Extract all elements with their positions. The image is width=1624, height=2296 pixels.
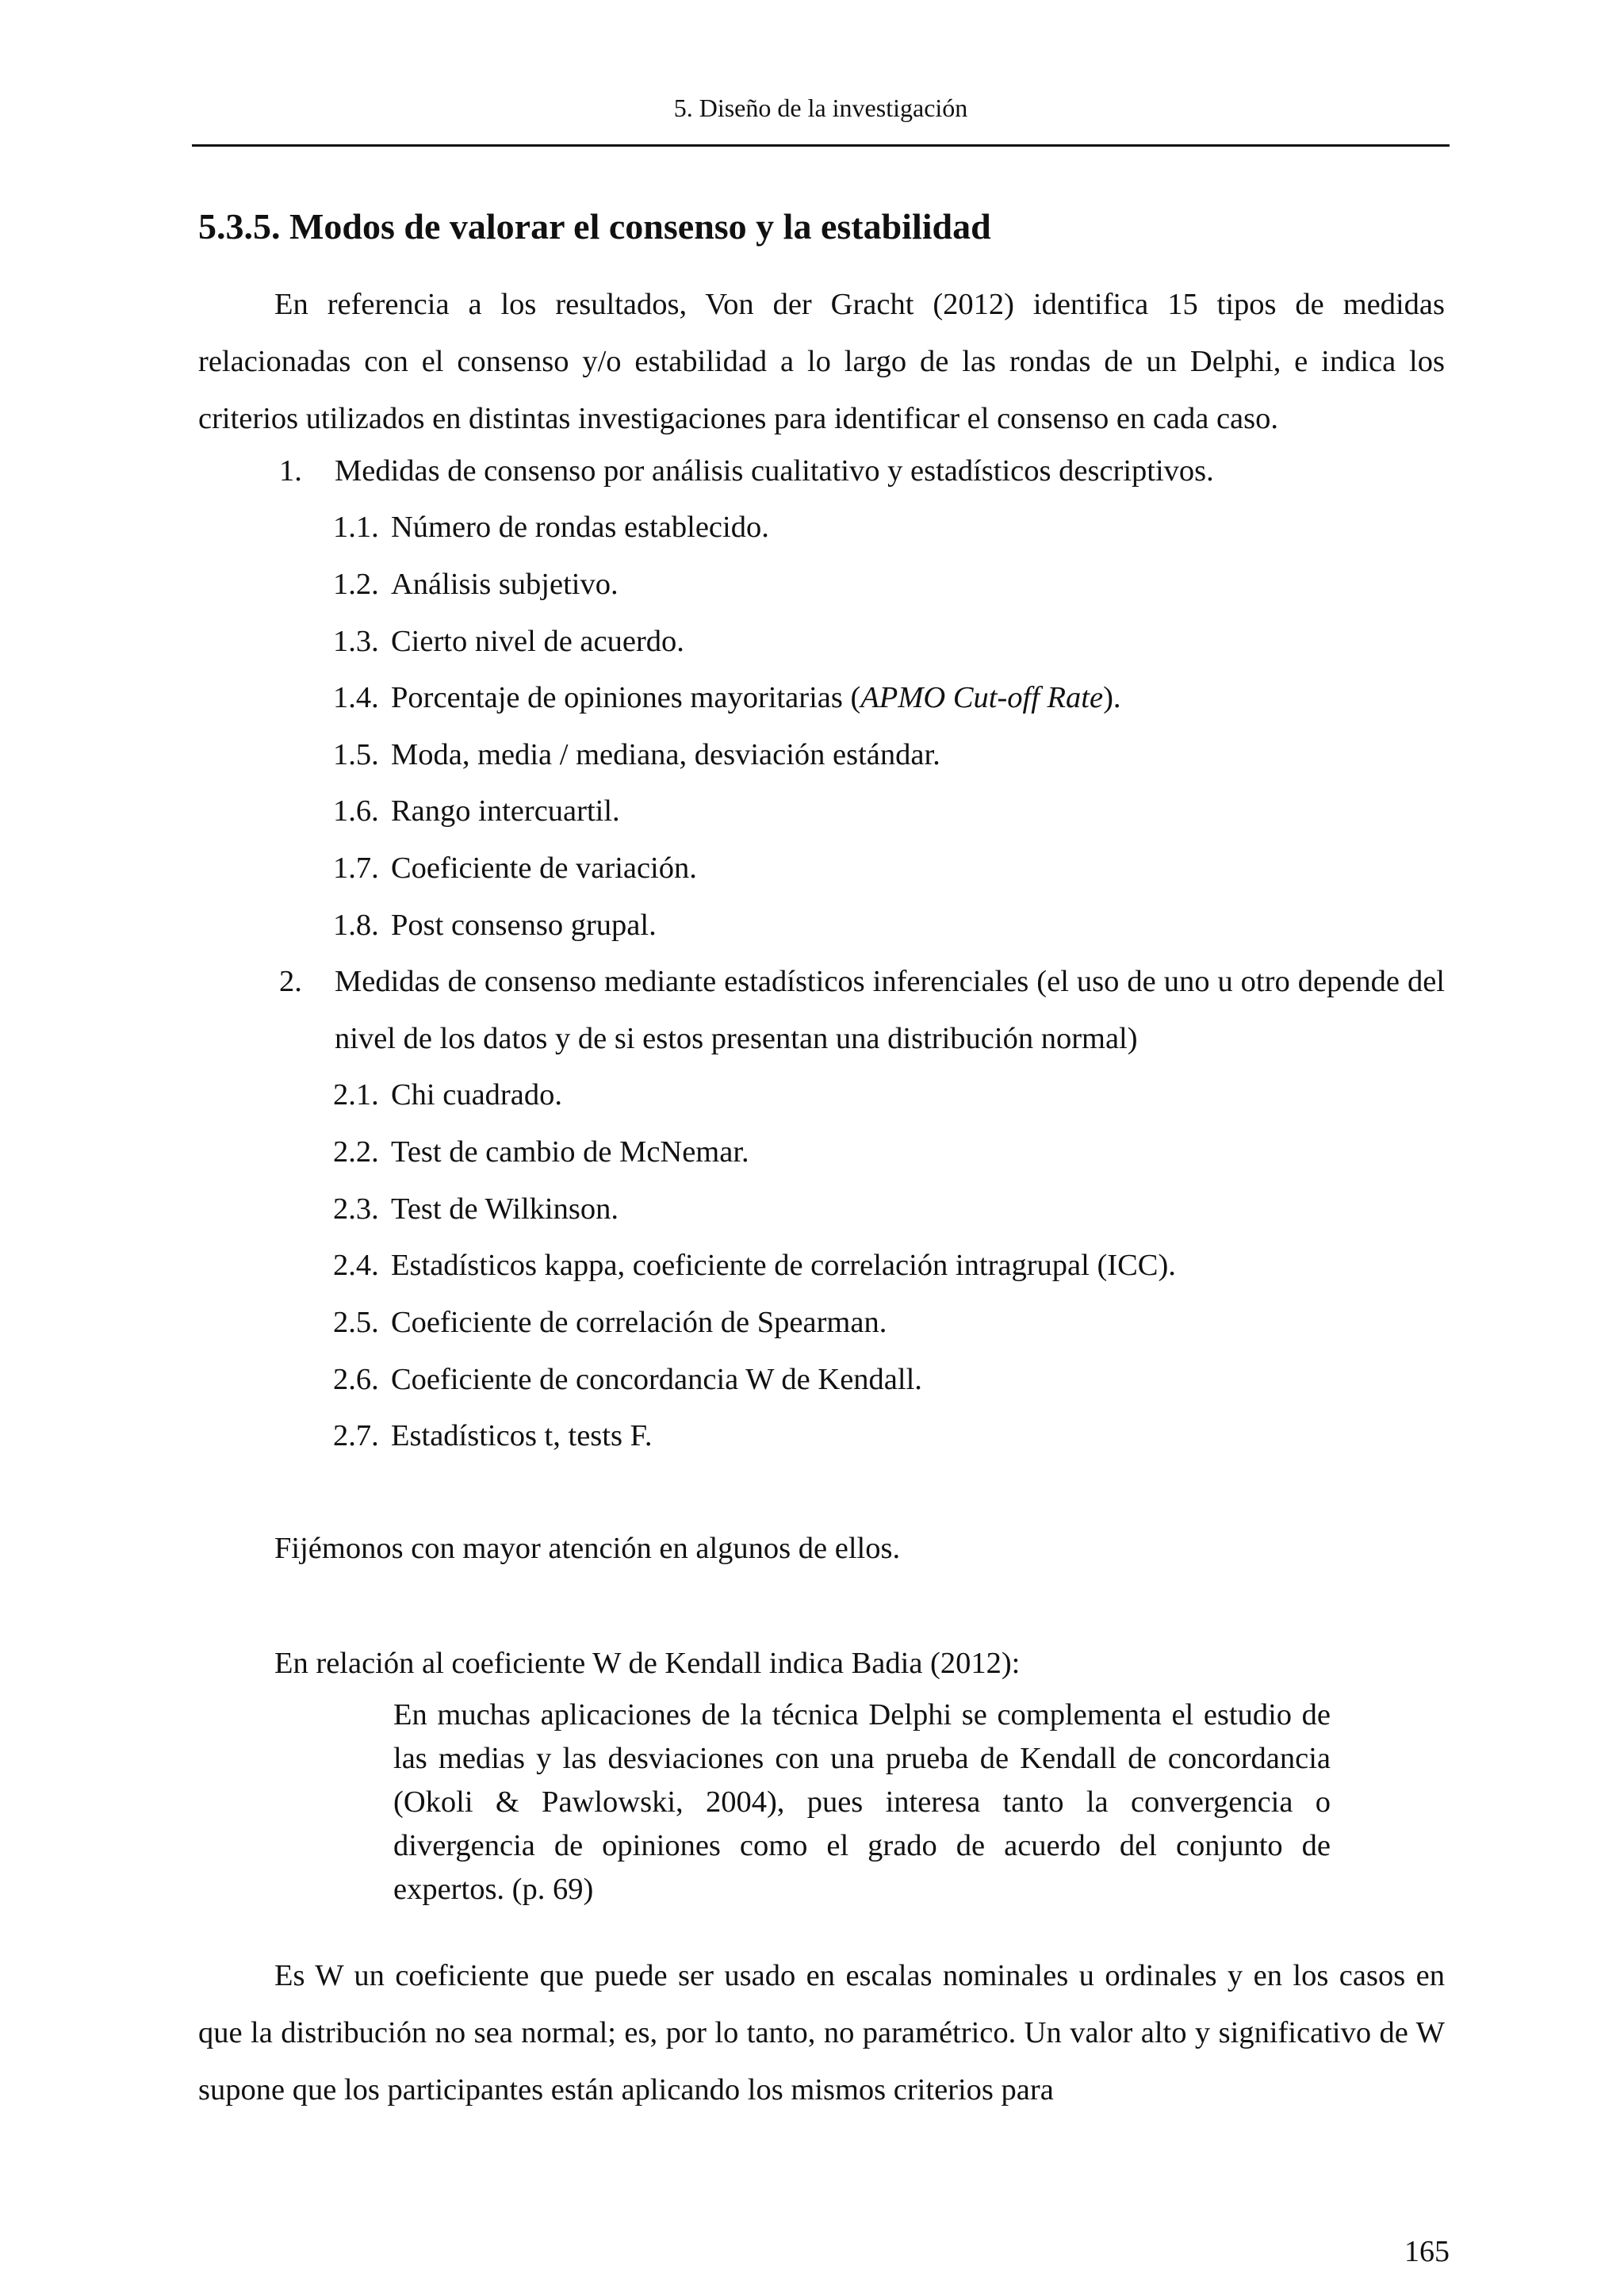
list-number: 2. <box>279 965 302 998</box>
list-number: 1.6. <box>333 794 379 828</box>
list-text: Chi cuadrado. <box>391 1078 562 1112</box>
list-text: Moda, media / mediana, desviación estándar. <box>391 738 940 771</box>
list-text: Cierto nivel de acuerdo. <box>391 625 684 658</box>
list-item-1-2 <box>333 562 619 607</box>
list-number: 1.5. <box>333 738 379 771</box>
list-number: 2.1. <box>333 1078 379 1112</box>
list-number: 1.2. <box>333 568 379 601</box>
list-number: 2.5. <box>333 1306 379 1339</box>
list-item-1-4 <box>333 675 1121 720</box>
list-item-2-4 <box>333 1243 1176 1288</box>
list-text: ). <box>1103 681 1121 714</box>
list-text: Coeficiente de correlación de Spearman. <box>391 1306 887 1339</box>
list-item-2-5 <box>333 1300 887 1345</box>
list-text: Post consenso grupal. <box>391 909 657 942</box>
list-text: Estadísticos t, tests F. <box>391 1419 653 1452</box>
list-text: Test de Wilkinson. <box>391 1192 619 1226</box>
focus-paragraph: Fijémonos con mayor atención en algunos de ellos. <box>274 1532 901 1565</box>
list-group-2-number <box>279 959 302 1004</box>
header-rule <box>192 144 1450 147</box>
list-text: Coeficiente de variación. <box>391 851 697 885</box>
closing-paragraph <box>198 1947 1445 2118</box>
list-number: 2.2. <box>333 1135 379 1169</box>
list-item-1-6 <box>333 789 620 833</box>
running-header: 5. Diseño de la investigación <box>673 94 968 122</box>
list-number: 1.7. <box>333 851 379 885</box>
list-item-2-7 <box>333 1414 653 1458</box>
block-quote: En muchas aplicaciones de la técnica Delphi se complementa el estudio de las medias y las desviaciones con una prueba de Kendall de concordancia (Okoli & Pawlowski, 2004), pues interesa tanto la convergencia o divergencia de opiniones como el grado de acuerdo del conjunto de expertos. (p. 69) <box>393 1698 1331 1906</box>
list-item-1-7 <box>333 846 697 890</box>
list-number: 1.8. <box>333 909 379 942</box>
list-text: Rango intercuartil. <box>391 794 620 828</box>
list-item-1-8 <box>333 903 657 947</box>
list-number: 2.7. <box>333 1419 379 1452</box>
section-heading: 5.3.5. Modos de valorar el consenso y la estabilidad <box>198 206 991 247</box>
list-number: 2.3. <box>333 1192 379 1226</box>
intro-text: En referencia a los resultados, Von der Gracht (2012) identifica 15 tipos de medidas relacionadas con el consenso y/o estabilidad a lo largo de las rondas de un Delphi, e indica los criterios utilizados en distintas investigaciones para identificar el consenso en cada caso. <box>198 288 1445 435</box>
list-text-italic: APMO Cut-off Rate <box>860 681 1104 714</box>
list-item-2-2 <box>333 1130 749 1174</box>
list-item-1-5 <box>333 733 940 777</box>
list-text: Test de cambio de McNemar. <box>391 1135 749 1169</box>
intro-paragraph <box>198 276 1445 447</box>
list-number: 1.4. <box>333 681 379 714</box>
list-text: Número de rondas establecido. <box>391 511 769 544</box>
list-text: Estadísticos kappa, coeficiente de correlación intragrupal (ICC). <box>391 1249 1176 1282</box>
list-number: 1.1. <box>333 511 379 544</box>
list-item-1-1 <box>333 505 769 549</box>
list-text: Análisis subjetivo. <box>391 568 619 601</box>
closing-text: Es W un coeficiente que puede ser usado en escalas nominales u ordinales y en los casos en que la distribución no sea normal; es, por lo tanto, no paramétrico. Un valor alto y significativo de W supone que los participantes están aplicando los mismos criterios para <box>198 1959 1445 2107</box>
list-item-1-3 <box>333 619 684 664</box>
page-number: 165 <box>1404 2235 1450 2268</box>
list-number: 2.6. <box>333 1363 379 1396</box>
list-group-2-text: Medidas de consenso mediante estadísticos inferenciales (el uso de uno u otro depende del nivel de los datos y de si estos presentan una distribución normal) <box>335 965 1445 1055</box>
list-text: Porcentaje de opiniones mayoritarias ( <box>391 681 861 714</box>
list-item-2-3 <box>333 1187 619 1231</box>
kendall-intro-paragraph: En relación al coeficiente W de Kendall indica Badia (2012): <box>274 1647 1021 1680</box>
list-number: 2.4. <box>333 1249 379 1282</box>
list-text: Medidas de consenso por análisis cualitativo y estadísticos descriptivos. <box>335 454 1214 488</box>
list-text: Coeficiente de concordancia W de Kendall. <box>391 1363 922 1396</box>
list-number: 1. <box>279 454 302 488</box>
list-item-2-1 <box>333 1073 562 1117</box>
list-item-2-6 <box>333 1357 922 1402</box>
list-group-1 <box>279 449 1214 493</box>
list-number: 1.3. <box>333 625 379 658</box>
